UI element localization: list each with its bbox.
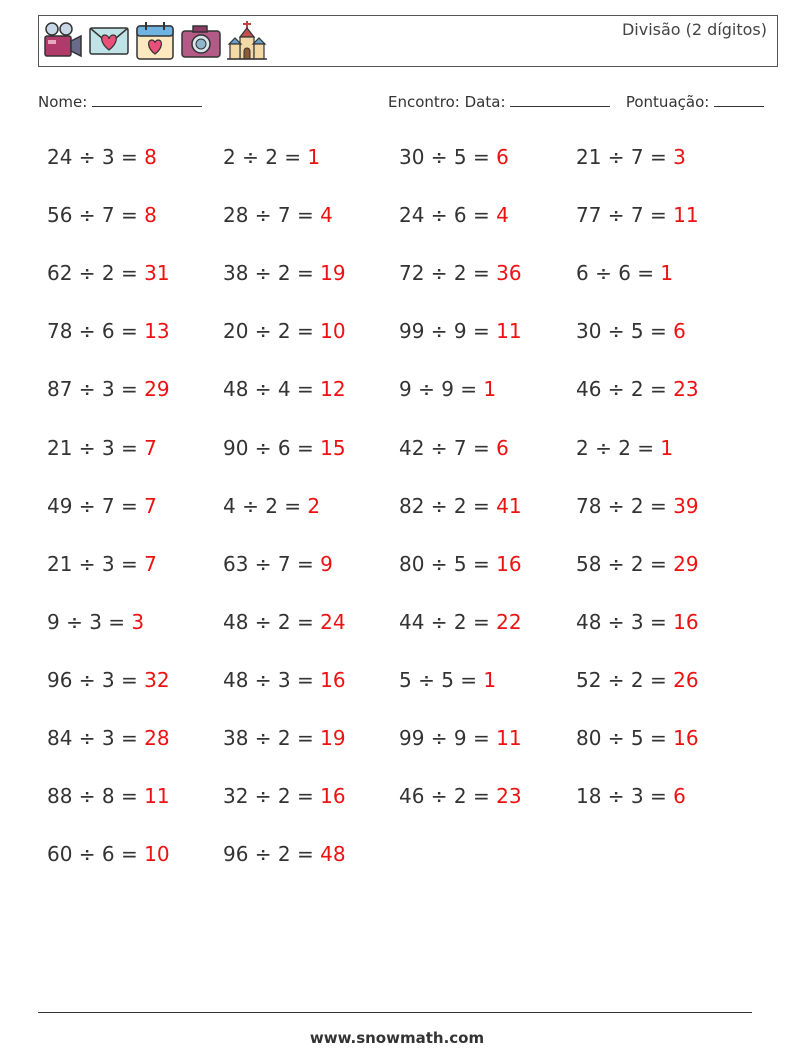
problem-question: 44 ÷ 2 = [399, 609, 497, 634]
problem-row [47, 377, 767, 407]
problem-answer: 10 [320, 319, 346, 344]
problem-item [47, 784, 170, 808]
problem-question: 82 ÷ 2 = [399, 493, 497, 518]
problem-question: 52 ÷ 2 = [576, 667, 674, 692]
problem-answer: 16 [673, 726, 699, 750]
problem-question: 46 ÷ 2 = [399, 784, 497, 809]
problem-answer: 11 [496, 319, 522, 344]
problem-item [399, 784, 522, 808]
problem-question: 9 ÷ 9 = [399, 377, 484, 402]
photo-camera-icon [180, 20, 222, 62]
problem-item [576, 668, 699, 692]
problem-question: 60 ÷ 6 = [47, 842, 145, 867]
problem-answer: 16 [496, 551, 522, 576]
problem-answer: 12 [320, 377, 346, 402]
problem-question: 84 ÷ 3 = [47, 726, 145, 750]
problem-item [223, 203, 333, 227]
problem-item [47, 726, 170, 750]
problem-item [399, 668, 496, 692]
problem-answer: 16 [673, 609, 699, 634]
problem-question: 42 ÷ 7 = [399, 435, 497, 460]
church-icon [226, 20, 268, 62]
problem-answer: 29 [673, 551, 699, 576]
problem-answer: 11 [496, 726, 522, 750]
problem-item [576, 552, 699, 576]
problem-question: 99 ÷ 9 = [399, 726, 497, 750]
problem-question: 77 ÷ 7 = [576, 203, 674, 228]
problem-question: 48 ÷ 3 = [223, 667, 321, 692]
problem-answer: 19 [320, 261, 346, 286]
problem-answer: 4 [496, 203, 509, 228]
problem-answer: 6 [673, 319, 686, 344]
problem-answer: 13 [144, 319, 170, 344]
name-field [38, 92, 202, 111]
problem-answer: 11 [673, 203, 699, 228]
problem-row [47, 610, 767, 640]
problem-item [399, 726, 522, 750]
problem-item [47, 436, 157, 460]
problem-item [399, 436, 509, 460]
problem-question: 56 ÷ 7 = [47, 203, 145, 228]
problem-item [399, 261, 522, 285]
problem-question: 38 ÷ 2 = [223, 261, 321, 286]
problem-question: 24 ÷ 3 = [47, 145, 145, 169]
problem-item [399, 319, 522, 343]
worksheet-header [38, 15, 778, 67]
score-label: Pontuação: [625, 93, 710, 111]
problem-question: 30 ÷ 5 = [576, 319, 674, 344]
problem-question: 90 ÷ 6 = [223, 435, 321, 460]
problem-row [47, 784, 767, 814]
problem-item [223, 726, 346, 750]
movie-camera-icon [42, 20, 84, 62]
problem-answer: 3 [673, 145, 686, 169]
problem-item [399, 145, 509, 169]
problem-answer: 23 [673, 377, 699, 402]
problem-item [223, 668, 346, 692]
problem-answer: 1 [483, 377, 497, 402]
problem-question: 18 ÷ 3 = [576, 784, 674, 809]
problem-question: 80 ÷ 5 = [576, 726, 674, 750]
problem-answer: 15 [320, 435, 346, 460]
problem-row [47, 668, 767, 698]
problem-question: 9 ÷ 3 = [47, 609, 132, 634]
problem-item [399, 203, 509, 227]
problem-question: 72 ÷ 2 = [399, 261, 497, 286]
problem-item [47, 494, 157, 518]
problem-answer: 26 [673, 667, 699, 692]
problem-question: 48 ÷ 2 = [223, 609, 321, 634]
problem-question: 21 ÷ 3 = [47, 551, 145, 576]
problem-answer: 8 [144, 145, 157, 169]
calendar-heart-icon [134, 20, 176, 62]
problem-answer: 41 [496, 493, 522, 518]
problem-answer: 19 [320, 726, 346, 750]
problem-row [47, 494, 767, 524]
problem-answer: 11 [144, 784, 170, 809]
problem-row [47, 261, 767, 291]
name-label: Nome: [38, 93, 88, 111]
problem-item [47, 145, 157, 169]
problem-question: 20 ÷ 2 = [223, 319, 321, 344]
problem-item [223, 145, 320, 169]
problem-question: 96 ÷ 2 = [223, 842, 321, 867]
problem-item [576, 145, 686, 169]
problem-item [223, 784, 346, 808]
problem-item [47, 319, 170, 343]
problem-answer: 7 [144, 551, 157, 576]
problem-item [399, 610, 522, 634]
problem-question: 78 ÷ 2 = [576, 493, 674, 518]
problem-item [399, 494, 522, 518]
problem-question: 96 ÷ 3 = [47, 667, 145, 692]
header-icons [42, 20, 268, 62]
problem-question: 4 ÷ 2 = [223, 493, 308, 518]
problem-item [223, 436, 346, 460]
problem-question: 78 ÷ 6 = [47, 319, 145, 344]
problem-question: 2 ÷ 2 = [223, 145, 308, 169]
problem-answer: 28 [144, 726, 170, 750]
problem-answer: 6 [673, 784, 686, 809]
problem-question: 24 ÷ 6 = [399, 203, 497, 228]
problem-question: 48 ÷ 3 = [576, 609, 674, 634]
problem-item [576, 261, 673, 285]
problem-row [47, 145, 767, 175]
problem-item [576, 377, 699, 401]
score-blank[interactable] [714, 92, 764, 107]
problem-answer: 24 [320, 609, 346, 634]
problem-item [223, 842, 346, 866]
problem-question: 46 ÷ 2 = [576, 377, 674, 402]
problem-item [576, 726, 699, 750]
problem-answer: 10 [144, 842, 170, 867]
footer-divider [38, 1012, 752, 1013]
problem-row [47, 436, 767, 466]
problem-row [47, 319, 767, 349]
problem-question: 87 ÷ 3 = [47, 377, 145, 402]
problem-answer: 7 [144, 435, 157, 460]
problem-item [47, 610, 144, 634]
problem-question: 30 ÷ 5 = [399, 145, 497, 169]
problem-answer: 9 [320, 551, 333, 576]
problem-item [576, 610, 699, 634]
meeting-date-blank[interactable] [510, 92, 610, 107]
problem-answer: 48 [320, 842, 346, 867]
problem-question: 21 ÷ 3 = [47, 435, 145, 460]
problem-question: 32 ÷ 2 = [223, 784, 321, 809]
problem-item [223, 377, 346, 401]
problem-answer: 3 [131, 609, 145, 634]
problem-question: 38 ÷ 2 = [223, 726, 321, 750]
problem-item [223, 319, 346, 343]
problem-answer: 8 [144, 203, 157, 228]
problem-question: 21 ÷ 7 = [576, 145, 674, 169]
problem-item [223, 261, 346, 285]
problem-question: 2 ÷ 2 = [576, 435, 661, 460]
problem-answer: 23 [496, 784, 522, 809]
problem-question: 58 ÷ 2 = [576, 551, 674, 576]
problem-answer: 31 [144, 261, 170, 286]
problem-answer: 16 [320, 784, 346, 809]
problem-question: 80 ÷ 5 = [399, 551, 497, 576]
problem-question: 6 ÷ 6 = [576, 261, 661, 286]
problem-row [47, 203, 767, 233]
problem-item [47, 377, 170, 401]
problem-question: 5 ÷ 5 = [399, 667, 484, 692]
problem-question: 48 ÷ 4 = [223, 377, 321, 402]
problem-item [47, 261, 170, 285]
problem-item [223, 552, 333, 576]
problem-answer: 32 [144, 667, 170, 692]
problem-answer: 1 [483, 667, 497, 692]
problem-answer: 6 [496, 145, 509, 169]
problem-item [47, 842, 170, 866]
worksheet-title: Divisão (2 dígitos) [621, 20, 767, 39]
problem-question: 28 ÷ 7 = [223, 203, 321, 228]
problem-answer: 16 [320, 667, 346, 692]
problem-row [47, 842, 767, 872]
name-blank[interactable] [92, 92, 202, 107]
problem-item [223, 494, 320, 518]
problem-question: 88 ÷ 8 = [47, 784, 145, 809]
problem-question: 63 ÷ 7 = [223, 551, 321, 576]
problem-row [47, 552, 767, 582]
problem-answer: 36 [496, 261, 522, 286]
problem-item [223, 610, 346, 634]
problem-answer: 1 [307, 145, 321, 169]
meeting-score-fields [388, 92, 764, 111]
meeting-date-label: Encontro: Data: [388, 93, 506, 111]
problem-answer: 1 [660, 435, 674, 460]
problem-answer: 39 [673, 493, 699, 518]
problem-question: 49 ÷ 7 = [47, 493, 145, 518]
problem-item [47, 203, 157, 227]
problem-item [399, 552, 522, 576]
problem-item [576, 319, 686, 343]
problem-item [576, 784, 686, 808]
problem-answer: 29 [144, 377, 170, 402]
problem-answer: 4 [320, 203, 333, 228]
problem-answer: 1 [660, 261, 674, 286]
problem-item [576, 436, 673, 460]
footer-url: www.snowmath.com [309, 1029, 485, 1047]
problem-answer: 7 [144, 493, 157, 518]
problem-row [47, 726, 767, 756]
problem-item [47, 552, 157, 576]
problem-item [576, 494, 699, 518]
problem-answer: 6 [496, 435, 509, 460]
problem-question: 62 ÷ 2 = [47, 261, 145, 286]
problem-item [399, 377, 496, 401]
problem-item [576, 203, 699, 227]
problem-item [47, 668, 170, 692]
love-letter-icon [88, 20, 130, 62]
problem-answer: 2 [307, 493, 321, 518]
problem-answer: 22 [496, 609, 522, 634]
problem-question: 99 ÷ 9 = [399, 319, 497, 344]
